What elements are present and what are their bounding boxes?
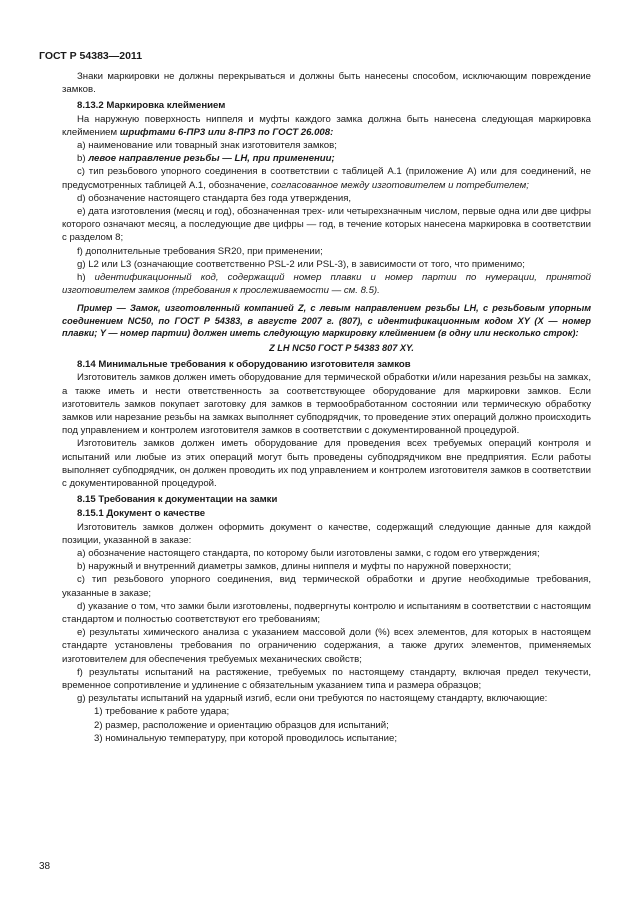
sub-list-item: 3) номинальную температуру, при которой проводилось испытание; <box>94 732 398 744</box>
example-marking: Z LH NC50 ГОСТ Р 54383 807 XY. <box>269 342 414 353</box>
list-item: е) дата изготовления (месяц и год), обозначенная трех- или четырехзначным числом, первые одна или две цифры которого означают месяц, а последующие две цифры — год, в течение которых нанесена маркировка в соответствии с разделом 8; <box>62 206 591 244</box>
section-heading-8-15-1: 8.15.1 Документ о качестве <box>77 508 206 520</box>
list-item: е) результаты химического анализа с указанием массовой доли (%) всех элементов, для которых в настоящем стандарте установлены требования по ограничению содержания, а также других элементов, применяемых изготовителем для обеспечения требуемых механических свойств; <box>62 627 591 665</box>
list-item <box>62 152 591 165</box>
text-run: h) <box>77 272 95 284</box>
sub-list-item: 2) размер, расположение и ориентацию образцов для испытаний; <box>94 719 389 731</box>
section-heading-8-14: 8.14 Минимальные требования к оборудованию изготовителя замков <box>77 359 411 371</box>
list-item <box>62 165 591 191</box>
section-heading-8-15: 8.15 Требования к документации на замки <box>77 494 278 506</box>
text-run: На наружную поверхность ниппеля и муфты каждого замка должна быть нанесена следующая маркировка клеймением <box>62 113 591 138</box>
text-run: с) тип резьбового упорного соединения в соответствии с таблицей А.1 (приложение А) или для соединений, не предусмотренных таблицей А.1, обозначение, <box>62 166 591 191</box>
text-run: b) <box>77 153 89 165</box>
page-header: ГОСТ Р 54383—2011 <box>39 50 143 62</box>
list-item: f) дополнительные требования SR20, при применении; <box>77 245 323 257</box>
list-item: b) наружный и внутренний диаметры замков, длины ниппеля и муфты по наружной поверхности; <box>77 561 512 573</box>
paragraph: Изготовитель замков должен оформить документ о качестве, содержащий следующие данные для каждой позиции, указанной в заказе: <box>62 521 591 546</box>
list-item: а) обозначение настоящего стандарта, по которому были изготовлены замки, с годом его утверждения; <box>77 548 540 559</box>
list-item: d) обозначение настоящего стандарта без года утверждения, <box>77 192 352 204</box>
list-item: d) указание о том, что замки были изготовлены, подвергнуты контролю и испытаниям в соответствии с настоящим стандартом и полностью соответствуют его требованиям; <box>62 600 591 626</box>
list-item: с) тип резьбового упорного соединения, вид термической обработки и другие необходимые требования, указанные в заказе; <box>62 574 591 599</box>
emphasis-text: шрифтами 6-ПР3 или 8-ПР3 по ГОСТ 26.008: <box>119 126 334 138</box>
emphasis-text: левое направление резьбы — LH, при применении; <box>88 153 335 165</box>
list-item: g) L2 или L3 (означающие соответственно PSL-2 или PSL-3), в зависимости от того, что применимо; <box>77 258 525 270</box>
sub-list-item: 1) требование к работе удара; <box>94 706 230 718</box>
paragraph: Изготовитель замков должен иметь оборудование для проведения всех требуемых операций контроля и испытаний или любые из этих операций могут быть проведены субподрядчиком вне предприятия. Если работы выполняет субподрядчик, он должен проводить их под управлением и контролем изготовителя замков в соответствии с документированной процедурой. <box>62 438 591 489</box>
paragraph <box>62 113 591 139</box>
section-heading-8-13-2: 8.13.2 Маркировка клеймением <box>77 100 226 112</box>
page-body <box>62 70 591 745</box>
italic-text: идентификационный код, содержащий номер плавки и номер партии по нумерации, принятой изготовителем замков (требования к прослеживаемости — см. 8.5). <box>62 272 591 297</box>
paragraph: Знаки маркировки не должны перекрываться и должны быть нанесены способом, исключающим повреждение замков. <box>62 71 591 96</box>
page-number: 38 <box>39 861 51 872</box>
list-item <box>62 271 591 297</box>
example-note: Пример — Замок, изготовленный компанией Z, с левым направлением резьбы LH, с резьбовым упорным соединением NC50, по ГОСТ Р 54383, в августе 2007 г. (807), с идентификационным кодом XY (X — номер плавки; Y — номер партии) должен иметь следующую маркировку клеймением (в одну или несколько строк): <box>62 303 591 339</box>
list-item: а) наименование или товарный знак изготовителя замков; <box>77 140 337 152</box>
italic-text: согласованное между изготовителем и потребителем; <box>271 179 529 191</box>
paragraph: Изготовитель замков должен иметь оборудование для термической обработки и/или нарезания резьбы на замках, а также иметь и нести ответственность за соответствующее оборудование для маркировки замков. Если изготовитель замков покупает заготовку для замков в термообработанном состоянии или термическую обработку замков или нарезание резьбы на замках выполняет субподрядчик, то проведение этих операций должно происходить под управлением и контролем изготовителя замков в соответствии с документированной процедурой. <box>62 372 591 437</box>
list-item: g) результаты испытаний на ударный изгиб, если они требуются по настоящему стандарту, включающие: <box>77 693 548 705</box>
list-item: f) результаты испытаний на растяжение, требуемых по настоящему стандарту, включая предел текучести, временное сопротивление и удлинение с обязательным указанием типа и размера образцов; <box>62 666 591 692</box>
